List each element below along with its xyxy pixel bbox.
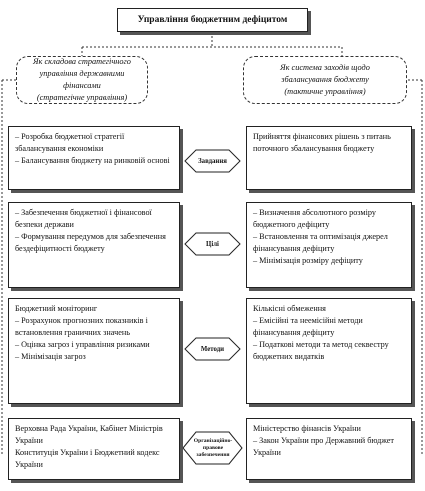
- tactical-header: [243, 56, 407, 104]
- methods-strategic-item-4: – Мінімізація загроз: [15, 352, 86, 361]
- tasks-label: Завдання: [198, 157, 227, 165]
- diagram-title: Управління бюджетним дефіцитом: [117, 8, 308, 32]
- methods-strategic-item-2: – Розрахунок прогнозних показників і встановлення граничних значень: [15, 316, 148, 337]
- tasks-tactical-panel: [246, 126, 412, 190]
- strategic-header-line3: (стратегічне управління): [36, 93, 128, 102]
- goals-strategic-item-1: – Забезпечення бюджетної і фінансової безпеки держави: [15, 208, 152, 229]
- strategic-header-line2: управління державними фінансами: [39, 69, 125, 90]
- support-strategic-item-2: Конституція України і Бюджетний кодекс України: [15, 448, 160, 469]
- methods-label: Методи: [200, 345, 225, 353]
- goals-strategic-panel: [8, 202, 180, 288]
- support-tactical-item-2: – Закон України про Державний бюджет України: [253, 436, 394, 457]
- support-strategic-panel: [8, 418, 180, 480]
- goals-tactical-panel: [246, 202, 412, 288]
- strategic-header: [16, 56, 148, 104]
- goals-tactical-item-3: – Мінімізація розміру дефіциту: [253, 256, 363, 265]
- tasks-strategic-item-1: – Розробка бюджетної стратегії збалансування економіки: [15, 132, 125, 153]
- methods-strategic-item-3: – Оцінка загроз і управління ризиками: [15, 340, 150, 349]
- tasks-tactical-item-1: Прийняття фінансових рішень з питань поточного збалансування бюджету: [253, 132, 391, 153]
- support-tactical-item-1: Міністерство фінансів України: [253, 424, 361, 433]
- goals-label: Цілі: [206, 240, 219, 248]
- methods-tactical-panel: [246, 298, 412, 404]
- tactical-header-line3: (тактичне управління): [284, 87, 366, 96]
- support-strategic-item-1: Верховна Рада України, Кабінет Міністрів України: [15, 424, 163, 445]
- goals-strategic-item-2: – Формування передумов для забезпечення бездефіцитності бюджету: [15, 232, 166, 253]
- methods-strategic-panel: [8, 298, 180, 404]
- support-label: Організаційно-правове забезпечення: [193, 437, 233, 458]
- goals-tactical-item-1: – Визначення абсолютного розміру бюджетного дефіциту: [253, 208, 376, 229]
- tasks-strategic-panel: [8, 126, 180, 190]
- methods-tactical-item-1: Кількісні обмеження: [253, 304, 326, 313]
- strategic-header-line1: Як складова стратегічного: [33, 57, 131, 66]
- goals-tactical-item-2: – Встановлення та оптимізація джерел фінансування дефіциту: [253, 232, 388, 253]
- tasks-strategic-item-2: – Балансування бюджету на ринковій основі: [15, 156, 170, 165]
- tactical-header-line2: збалансування бюджету: [281, 75, 369, 84]
- tactical-header-line1: Як система заходів щодо: [280, 63, 370, 72]
- methods-strategic-item-1: Бюджетний моніторинг: [15, 304, 98, 313]
- methods-tactical-item-2: – Емісійні та неемісійні методи фінансування дефіциту: [253, 316, 363, 337]
- methods-tactical-item-3: – Податкові методи та метод секвестру бюджетних видатків: [253, 340, 389, 361]
- support-tactical-panel: [246, 418, 412, 480]
